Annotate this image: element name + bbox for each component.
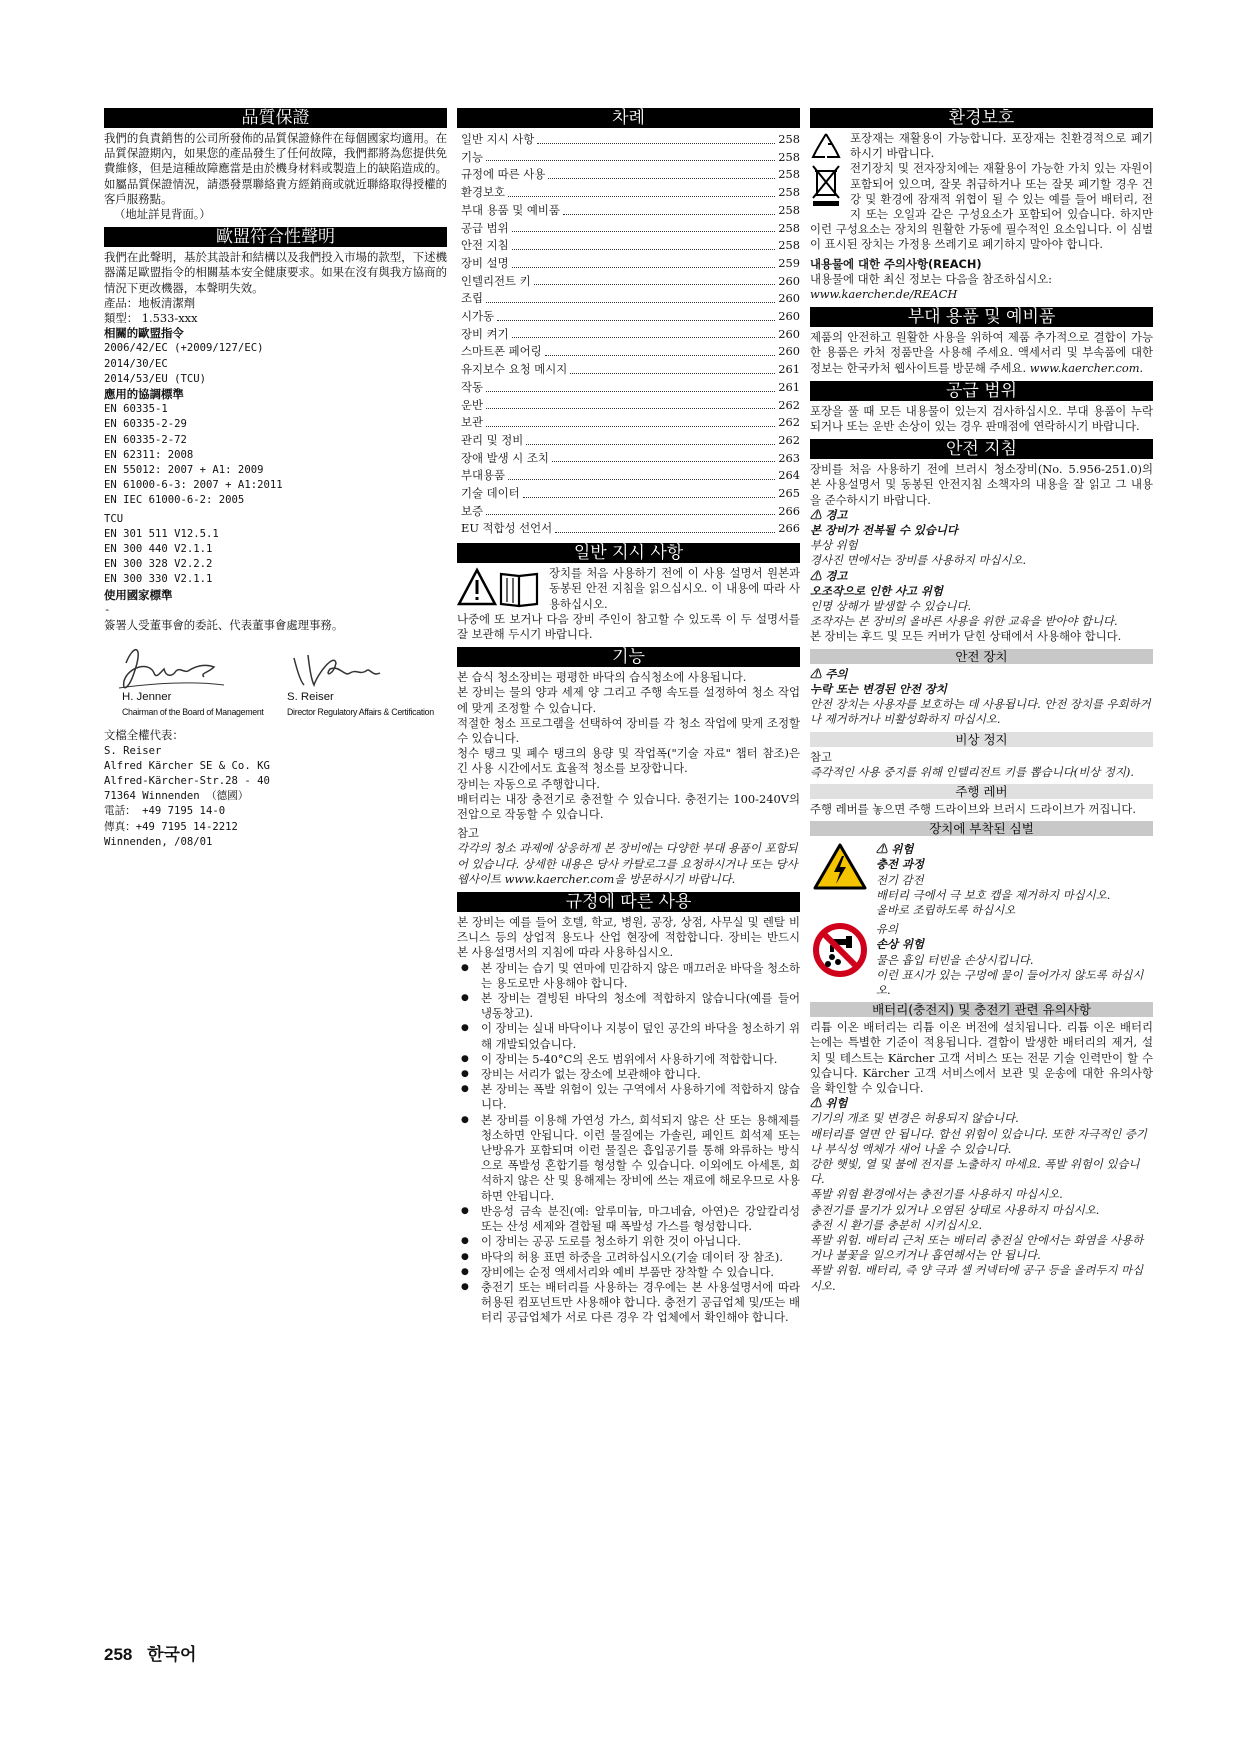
symbol-title: 충전 과정 [876, 857, 924, 872]
signatory-2-name: S. Reiser [287, 691, 334, 704]
standard-item: EN IEC 61000-6-2: 2005 [104, 494, 245, 507]
toc-item[interactable] [461, 467, 800, 485]
function-para: 청수 탱크 및 폐수 탱크의 용량 및 작업폭("기술 자료" 챕터 참조)은 긴 사용 시간에서도 효율적 청소를 보장합니다. [457, 746, 800, 776]
warning-label-2: ⚠ 경고 [810, 568, 848, 583]
toc-item-title: 장애 발생 시 조치 [461, 450, 549, 465]
column-3 [810, 108, 1153, 1294]
page-number: 258 [104, 1645, 133, 1664]
toc-item-title: 운반 [461, 397, 484, 412]
toc-item-title: 보관 [461, 415, 484, 430]
battery-warning-line: 폭발 위험. 배터리, 즉 양 극과 셀 커넥터에 공구 등을 올려두지 마십시오. [810, 1263, 1144, 1293]
eu-declaration-text: 我們在此聲明，基於其設計和結構以及我們投入市場的款型，下述機器滿足歐盟指令的相關基本安全健康要求。如果在沒有與我方協商的情況下更改機器，本聲明失效。 [104, 250, 447, 295]
standard-item: EN 62311: 2008 [104, 448, 194, 461]
symbol-line: 배터리 극에서 극 보호 캡을 제거하지 마십시오. [876, 887, 1111, 902]
list-item: ● 이 장비는 공공 도로를 청소하기 위한 것이 아닙니다. [481, 1234, 800, 1249]
env-text-2-content: 전기장치 및 전자장치에는 재활용이 가능한 가치 있는 자원이 포함되어 있으며, 잘못 취급하거나 또는 잘못 폐기할 경우 건강 및 환경에 잠재적 위협이 될 수 있는 예를 들어 배터리, 전지 또는 오일과 같은 구성요소가 포함되어 있습니다. 하지만 이런 구성요소는 장치의 원활한 가동에 필수적인 요소입니다. 이 심벌이 표시된 장치는 가정용 쓰레기로 폐기하지 말아야 합니다. [810, 161, 1153, 252]
toc-item-page: 258 [778, 220, 800, 235]
crossed-bin-icon [810, 163, 842, 207]
doc-rep-line: Winnenden, /08/01 [104, 835, 213, 848]
standard-item: EN 60335-2-29 [104, 418, 187, 431]
toc-item[interactable] [461, 503, 800, 521]
accessories-text [810, 330, 1153, 376]
toc-item[interactable] [461, 432, 800, 450]
toc-item-page: 262 [778, 415, 800, 430]
signature-block [104, 633, 447, 728]
read-manual-icon [457, 566, 541, 610]
warranty-note: （地址詳見背面。） [114, 207, 211, 222]
standard-item: EN 61000-6-3: 2007 + A1:2011 [104, 479, 283, 492]
standard-item: EN 60335-1 [104, 403, 168, 416]
type-line: 類型： 1.533-xxx [104, 311, 198, 326]
intended-use-text: 본 장비는 예를 들어 호텔, 학교, 병원, 공장, 상점, 사무실 및 렌탈 비즈니스 등의 상업적 용도나 산업 현장에 적합합니다. 장비는 반드시 본 사용설명서의 지침에 따라 사용하십시오. [457, 915, 800, 960]
toc-item-title: 보증 [461, 503, 484, 518]
recycling-icon [810, 131, 842, 161]
national-standards-value: - [104, 603, 111, 616]
toc-item[interactable] [461, 414, 800, 432]
toc-item[interactable] [461, 520, 800, 538]
list-item: ● 본 장비는 폭발 위험이 있는 구역에서 사용하기에 적합하지 않습니다. [481, 1082, 800, 1112]
intended-use-list [457, 961, 800, 1326]
toc-item-title: 안전 지침 [461, 238, 509, 253]
warning-2-after: 본 장비는 후드 및 모든 커버가 닫힌 상태에서 사용해야 합니다. [810, 629, 1122, 644]
warning-line: 조작자는 본 장비의 올바른 사용을 위한 교육을 받아야 합니다. [810, 614, 1118, 629]
directives-list [104, 341, 447, 387]
device-symbols-heading: 장치에 부착된 심벌 [810, 821, 1153, 836]
tcu-list [104, 527, 447, 588]
toc-item-title: 기술 데이터 [461, 486, 520, 501]
directive-item: 2014/53/EU (TCU) [104, 372, 207, 385]
list-item: ● 본 장비를 이용해 가연성 가스, 희석되지 않은 산 또는 용해제를 청소하면 안됩니다. 이런 물질에는 가솔린, 페인트 희석제 또는 난방유가 포함되며 이런 물질은 흡입공기를 통해 와류하는 방식으로 폭발성 혼합기를 형성할 수 있습니다. 이외에도 아세톤, 희석하지 않은 산 및 용해제는 장비에 쓰는 재료에 해로우므로 사용하면 안됩니다. [481, 1113, 800, 1204]
directive-item: 2014/30/EC [104, 357, 168, 370]
battery-warning-line: 충전기를 물기가 있거나 오염된 상태로 사용하지 마십시오. [810, 1202, 1100, 1217]
list-item: ● 반응성 금속 분진(예: 알루미늄, 마그네슘, 아연)은 강알칼리성 또는 산성 세제와 결합될 때 폭발성 가스를 형성합니다. [481, 1204, 800, 1234]
symbol-line: 이런 표시가 있는 구멍에 물이 들어가지 않도록 하십시오. [876, 967, 1144, 997]
toc-item[interactable] [461, 202, 800, 220]
toc-item-page: 262 [778, 432, 800, 447]
toc-item-title: 환경보호 [461, 185, 506, 200]
toc-item-page: 262 [778, 397, 800, 412]
directives-title: 相關的歐盟指令 [104, 326, 184, 341]
column-1 [104, 108, 447, 850]
symbol-water [810, 922, 1153, 998]
signatory-2-role: Director Regulatory Affairs & Certification [287, 707, 434, 718]
list-item: ● 본 장비는 결빙된 바닥의 청소에 적합하지 않습니다(예를 들어 냉동창고). [481, 991, 800, 1021]
toc-item[interactable] [461, 131, 800, 149]
toc-item-title: 장비 켜기 [461, 326, 509, 341]
toc-item-page: 266 [778, 503, 800, 518]
general-heading: 일반 지시 사항 [457, 543, 800, 563]
toc-item[interactable] [461, 485, 800, 503]
signatory-1-role: Chairman of the Board of Management [122, 707, 264, 718]
symbol-water-text [876, 922, 1153, 998]
toc-item-page: 260 [778, 291, 800, 306]
estop-note-title: 참고 [810, 749, 833, 764]
safety-text: 장비를 처음 사용하기 전에 브러시 청소장비(No. 5.956-251.0)의 본 사용설명서 및 동봉된 안전지침 소책자의 내용을 잘 읽고 그 내용을 준수하시기 바랍니다. [810, 462, 1153, 507]
toc-item[interactable] [461, 326, 800, 344]
standard-item: EN 60335-2-72 [104, 433, 187, 446]
doc-rep-line: 電話： +49 7195 14-0 [104, 805, 226, 818]
page-footer [104, 1640, 196, 1665]
no-water-icon [812, 922, 868, 978]
warranty-text: 我們的負責銷售的公司所發佈的品質保證條件在每個國家均適用。在品質保證期內，如果您的產品發生了任何故障，我們都將為您提供免費維修，但是這種故障應當是由於機身材料或製造上的缺陷造成的。如屬品質保證情況，請憑發票聯絡貴方經銷商或就近聯絡取得授權的客戶服務點。 [104, 131, 447, 206]
toc-item-page: 260 [778, 273, 800, 288]
toc-item-title: 공급 범위 [461, 220, 509, 235]
safety-heading: 안전 지침 [810, 439, 1153, 459]
battery-warning-line: 폭발 위험 환경에서는 충전기를 사용하지 마십시오. [810, 1187, 1063, 1202]
standards-title: 應用的協調標準 [104, 387, 184, 402]
tcu-item: EN 300 328 V2.2.2 [104, 558, 213, 571]
function-para: 배터리는 내장 충전기로 충전할 수 있습니다. 충전기는 100-240V의 전압으로 작동할 수 있습니다. [457, 791, 800, 822]
toc-item[interactable] [461, 361, 800, 379]
battery-text: 리튬 이온 배터리는 리튬 이온 버전에 설치됩니다. 리튬 이온 배터리는에는 특별한 기준이 적용됩니다. 결함이 발생한 배터리의 제거, 설치 및 테스트는 Kärcher 고객 서비스 또는 전문 기술 인력만이 할 수 있습니다. Kärcher 고객 서비스에서 보관 및 운송에 대한 유의사항을 확인할 수 있습니다. [810, 1020, 1153, 1095]
toc-item-page: 263 [778, 450, 800, 465]
function-note-title: 참고 [457, 826, 480, 841]
scope-heading: 공급 범위 [810, 381, 1153, 401]
toc-item[interactable] [461, 450, 800, 468]
signatory-1-name: H. Jenner [122, 691, 172, 704]
function-para: 장비는 자동으로 주행합니다. [457, 776, 600, 791]
env-text-2 [810, 161, 1153, 252]
toc-item-page: 258 [778, 132, 800, 146]
function-para: 적절한 청소 프로그램을 선택하여 장비를 각 청소 작업에 맞게 조정할 수 있습니다. [457, 715, 800, 745]
toc-item[interactable] [461, 290, 800, 308]
emergency-stop-heading: 비상 정지 [810, 732, 1153, 747]
warranty-heading: 品質保證 [104, 108, 447, 128]
symbol-line: 물은 흡입 터빈을 손상시킵니다. [876, 952, 1034, 967]
warning-label-1: ⚠ 경고 [810, 507, 848, 522]
symbol-title: 손상 위험 [876, 937, 924, 952]
safety-devices-heading: 안전 장치 [810, 649, 1153, 664]
toc-item[interactable] [461, 273, 800, 291]
list-item: ● 바닥의 허용 표면 하중을 고려하십시오(기술 데이터 장 참조). [481, 1250, 800, 1265]
symbol-label: 유의 [876, 922, 899, 937]
toc-item-page: 261 [778, 362, 800, 377]
national-standards-title: 使用國家標準 [104, 587, 173, 602]
list-item: ● 장비에는 순정 액세서리와 예비 부품만 장착할 수 있습니다. [481, 1265, 800, 1280]
toc-item-page: 258 [778, 185, 800, 200]
general-notice [457, 566, 800, 612]
drive-lever-heading: 주행 레버 [810, 784, 1153, 799]
toc-item-title: 장비 설명 [461, 255, 509, 270]
drive-lever-text: 주행 레버를 놓으면 주행 드라이브와 브러시 드라이브가 꺼집니다. [810, 801, 1137, 816]
toc-item-page: 260 [778, 344, 800, 359]
toc-item[interactable] [461, 184, 800, 202]
page-language: 한국어 [147, 1645, 197, 1664]
standards-list [104, 402, 447, 508]
toc-item[interactable] [461, 255, 800, 273]
toc-item-title: 규정에 따른 사용 [461, 167, 546, 182]
intended-use-heading: 규정에 따른 사용 [457, 892, 800, 912]
list-item: ● 본 장비는 습기 및 연마에 민감하지 않은 매끄러운 바닥을 청소하는 용도로만 사용해야 합니다. [481, 961, 800, 991]
toc-item-page: 258 [778, 149, 800, 164]
doc-rep-line: 71364 Winnenden （德國） [104, 790, 249, 803]
caution-title: 누락 또는 변경된 안전 장치 [810, 681, 947, 696]
toc-item-title: 스마트폰 페어링 [461, 344, 542, 359]
tcu-item: EN 301 511 V12.5.1 [104, 527, 219, 540]
standard-item: EN 55012: 2007 + A1: 2009 [104, 464, 264, 477]
toc-item-page: 258 [778, 238, 800, 253]
list-item: ● 장비는 서리가 없는 장소에 보관해야 합니다. [481, 1067, 800, 1082]
list-item: ● 이 장비는 실내 바닥이나 지붕이 덮인 공간의 바닥을 청소하기 위해 개발되었습니다. [481, 1021, 800, 1051]
toc-item[interactable] [461, 308, 800, 326]
toc-item-title: EU 적합성 선언서 [461, 521, 553, 536]
warning-line: 부상 위험 [810, 538, 858, 553]
electric-shock-warning-icon [812, 842, 868, 892]
toc-item[interactable] [461, 343, 800, 361]
toc-item-title: 작동 [461, 379, 484, 394]
toc-item[interactable] [461, 379, 800, 397]
environment-heading: 환경보호 [810, 108, 1153, 128]
toc-item[interactable] [461, 237, 800, 255]
tcu-item: EN 300 330 V2.1.1 [104, 573, 213, 586]
caution-label: ⚠ 주의 [810, 666, 848, 681]
function-para: 본 장비는 물의 양과 세제 양 그리고 주행 속도를 설정하여 청소 작업에 맞게 조정할 수 있습니다. [457, 685, 800, 715]
reach-text: 내용물에 대한 최신 정보는 다음을 참조하십시오: [810, 271, 1053, 286]
estop-note: 즉각적인 사용 중지를 위해 인텔리전트 키를 뽑습니다(비상 정지). [810, 764, 1134, 779]
toc-item-title: 부대 용품 및 예비품 [461, 202, 560, 217]
tcu-title: TCU [104, 512, 124, 525]
env-weee [810, 161, 1153, 252]
battery-heading: 배터리(충전지) 및 충전기 관련 유의사항 [810, 1002, 1153, 1017]
warning-title-1: 본 장비가 전복될 수 있습니다 [810, 523, 958, 538]
list-item: ● 충전기 또는 배터리를 사용하는 경우에는 본 사용설명서에 따라 허용된 컴포넌트만 사용해야 합니다. 충전기 공급업체 및/또는 배터리 공급업체가 서로 다른 경우 각 업체에서 확인해야 합니다. [481, 1280, 800, 1326]
toc-list [457, 131, 800, 538]
toc-item[interactable] [461, 149, 800, 167]
battery-warning-line: 강한 햇빛, 열 및 불에 전지를 노출하지 마세요. 폭발 위험이 있습니다. [810, 1156, 1140, 1187]
toc-item-title: 조립 [461, 291, 484, 306]
symbol-line: 올바로 조립하도록 하십시오 [876, 902, 1016, 917]
toc-heading: 차례 [457, 108, 800, 128]
symbol-electric [810, 842, 1153, 918]
battery-warning-line: 기기의 개조 및 변경은 허용되지 않습니다. [810, 1111, 1019, 1126]
function-heading: 기능 [457, 647, 800, 667]
doc-rep-line: Alfred Kärcher SE & Co. KG [104, 759, 270, 772]
toc-item-page: 259 [778, 255, 800, 270]
toc-item-page: 266 [778, 521, 800, 536]
toc-item-page: 264 [778, 468, 800, 483]
column-2 [457, 108, 800, 1326]
battery-warning-label: ⚠ 위험 [810, 1096, 848, 1111]
product-line: 產品：地板清潔劑 [104, 295, 196, 310]
doc-rep-line: Alfred-Kärcher-Str.28 - 40 [104, 774, 270, 787]
doc-rep-address [104, 744, 447, 850]
toc-item-title: 유지보수 요청 메시지 [461, 362, 568, 377]
warning-title-2: 오조작으로 인한 사고 위험 [810, 583, 943, 598]
toc-item-title: 기능 [461, 149, 484, 164]
doc-rep-title: 文檔全權代表： [104, 728, 184, 743]
signed-text: 簽署人受董事會的委託、代表董事會處理事務。 [104, 618, 344, 633]
toc-item-title: 일반 지시 사항 [461, 132, 535, 146]
list-item: ● 이 장비는 5-40°C의 온도 범위에서 사용하기에 적합합니다. [481, 1052, 800, 1067]
reach-url[interactable]: www.kaercher.de/REACH [810, 287, 958, 302]
caution-text: 안전 장치는 사용자를 보호하는 데 사용됩니다. 안전 장치를 우회하거나 제거하거나 비활성화하지 마십시오. [810, 697, 1151, 727]
battery-warning-line: 폭발 위험. 배터리 근처 또는 배터리 충전실 안에서는 화염을 사용하거나 불꽃을 일으키거나 흡연해서는 안 됩니다. [810, 1232, 1144, 1263]
toc-item[interactable] [461, 166, 800, 184]
scope-text: 포장을 풀 때 모든 내용물이 있는지 검사하십시오. 부대 용품이 누락되거나 또는 운반 손상이 있는 경우 판매점에 연락하시기 바랍니다. [810, 403, 1153, 434]
doc-rep-line: 傳真：+49 7195 14-2212 [104, 820, 238, 833]
doc-rep-line: S. Reiser [104, 744, 162, 757]
function-para: 본 습식 청소장비는 평평한 바닥의 습식청소에 사용됩니다. [457, 670, 747, 685]
env-text-1: 포장재는 재활용이 가능합니다. 포장재는 친환경적으로 폐기하시기 바랍니다. [850, 131, 1153, 161]
env-packaging [810, 131, 1153, 161]
toc-item-title: 관리 및 정비 [461, 432, 524, 447]
toc-item-page: 260 [778, 309, 800, 324]
toc-item[interactable] [461, 397, 800, 415]
toc-item-title: 부대용품 [461, 468, 506, 483]
toc-item-page: 260 [778, 326, 800, 341]
directive-item: 2006/42/EC (+2009/127/EC) [104, 342, 264, 355]
symbol-label: ⚠ 위험 [876, 842, 914, 857]
toc-item-title: 시가동 [461, 309, 495, 324]
symbol-electric-text [876, 842, 1110, 918]
function-note: 각각의 청소 과제에 상응하게 본 장비에는 다양한 부대 용품이 포함되어 있습니다. 상세한 내용은 당사 카탈로그를 요청하시거나 또는 당사 웹사이트 www.kaercher.com을 방문하시기 바랍니다. [457, 841, 798, 886]
toc-item-page: 258 [778, 202, 800, 217]
general-text-1: 장치를 처음 사용하기 전에 이 사용 설명서 원본과 동봉된 안전 지침을 읽으십시오. 이 내용에 따라 사용하십시오. [549, 566, 800, 611]
warning-line: 경사진 면에서는 장비를 사용하지 마십시오. [810, 553, 1027, 568]
toc-item-page: 265 [778, 486, 800, 501]
toc-item-page: 258 [778, 167, 800, 182]
eu-declaration-heading: 歐盟符合性聲明 [104, 227, 447, 247]
toc-item[interactable] [461, 220, 800, 238]
accessories-url[interactable]: www.kaercher.com. [1029, 360, 1144, 375]
toc-item-page: 261 [778, 379, 800, 394]
warning-line: 인명 상해가 발생할 수 있습니다. [810, 599, 972, 614]
battery-warning-line: 충전 시 환기를 충분히 시키십시오. [810, 1217, 983, 1232]
tcu-item: EN 300 440 V2.1.1 [104, 543, 213, 556]
general-text-2: 나중에 또 보거나 다음 장비 주인이 참고할 수 있도록 이 두 설명서를 잘 보관해 두시기 바랍니다. [457, 611, 800, 641]
symbol-line: 전기 감전 [876, 872, 924, 887]
toc-item-title: 인텔리전트 키 [461, 273, 531, 288]
reach-title: 내용물에 대한 주의사항(REACH) [810, 256, 982, 271]
accessories-heading: 부대 용품 및 예비품 [810, 307, 1153, 327]
accessories-text-content: 제품의 안전하고 원활한 사용을 위하여 제품 추가적으로 결합이 가능한 용품은 카처 정품만을 사용해 주세요. 액세서리 및 부속품에 대한 정보는 한국카처 웹사이트를 방문해 주세요. [810, 330, 1153, 375]
battery-warning-line: 배터리를 열면 안 됩니다. 합선 위험이 있습니다. 또한 자극적인 증기나 부식성 액체가 새어 나올 수 있습니다. [810, 1126, 1147, 1156]
